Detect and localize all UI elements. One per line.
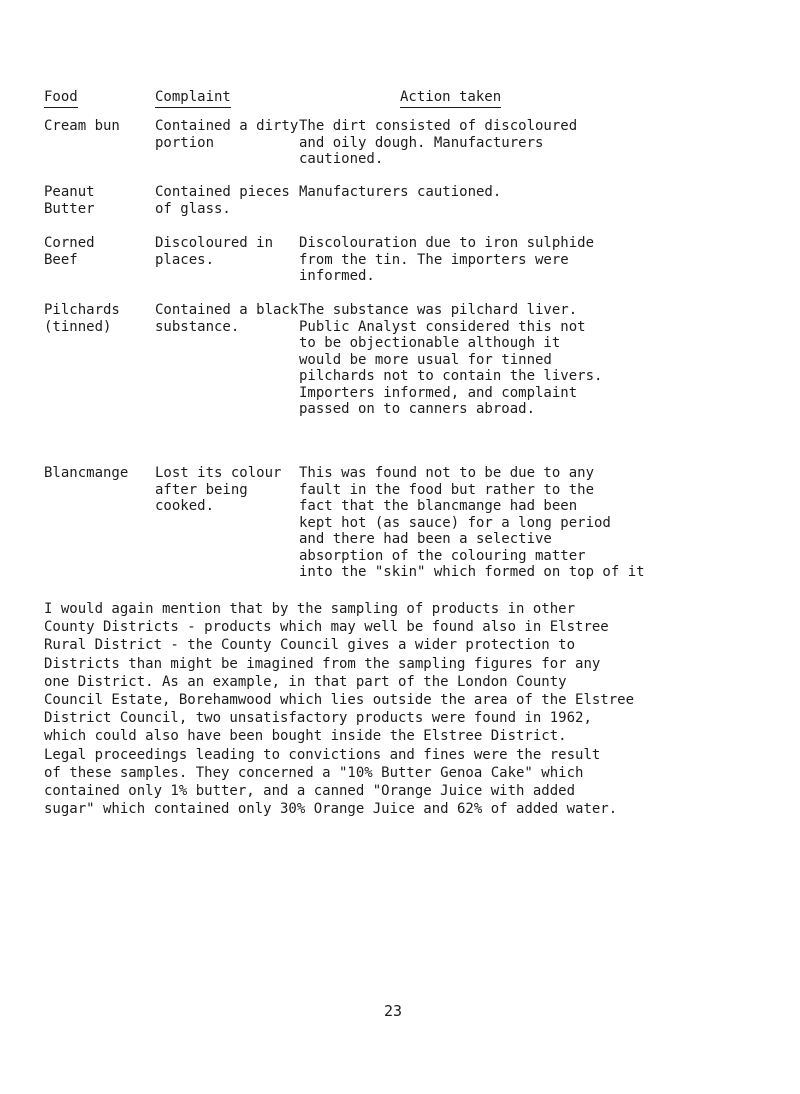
header-action-label: Action taken <box>400 89 501 108</box>
header-complaint-label: Complaint <box>155 89 231 108</box>
row-pilchards-complaint: Contained a black substance. <box>155 302 299 335</box>
header-food-label: Food <box>44 89 78 108</box>
page-number: 23 <box>384 1002 403 1020</box>
header-food <box>44 89 78 108</box>
row-blancmange-action: This was found not to be due to any fault in the food but rather to the fact that the blancmange had been kept hot (as sauce) for a long period and there had been a selective absorption of the colouring matter into the "skin" which formed on top of it <box>299 465 645 580</box>
row-pilchards-food: Pilchards (tinned) <box>44 302 120 335</box>
row-cream-bun-food: Cream bun <box>44 118 120 134</box>
row-corned-beef-action: Discolouration due to iron sulphide from the tin. The importers were informed. <box>299 235 595 284</box>
row-corned-beef-food: Corned Beef <box>44 235 95 268</box>
body-paragraph: I would again mention that by the sampling of products in other County Districts - products which may well be found also in Elstree Rural District - the County Council gives a wider protection to Districts than might be imagined from the sampling figures for any one District. As an example, in that part of the London County Council Estate, Borehamwood which lies outside the area of the Elstree District Council, two unsatisfactory products were found in 1962, which could also have been bought inside the Elstree District. Legal proceedings leading to convictions and fines were the result of these samples. They concerned a "10% Butter Genoa Cake" which contained only 1% butter, and a canned "Orange Juice with added sugar" which contained only 30% Orange Juice and 62% of added water. <box>44 601 635 818</box>
row-peanut-butter-action: Manufacturers cautioned. <box>299 184 502 200</box>
row-peanut-butter-food: Peanut Butter <box>44 184 95 217</box>
row-cream-bun-complaint: Contained a dirty portion <box>155 118 299 151</box>
row-blancmange-food: Blancmange <box>44 465 129 481</box>
row-corned-beef-complaint: Discoloured in places. <box>155 235 274 268</box>
row-peanut-butter-complaint: Contained pieces of glass. <box>155 184 290 217</box>
header-complaint <box>155 89 231 108</box>
row-cream-bun-action: The dirt consisted of discoloured and oily dough. Manufacturers cautioned. <box>299 118 578 167</box>
row-blancmange-complaint: Lost its colour after being cooked. <box>155 465 282 514</box>
row-pilchards-action: The substance was pilchard liver. Public Analyst considered this not to be objectionable although it would be more usual for tinned pilchards not to contain the livers. Importers informed, and complaint passed on to canners abroad. <box>299 302 603 417</box>
header-action <box>400 89 501 108</box>
